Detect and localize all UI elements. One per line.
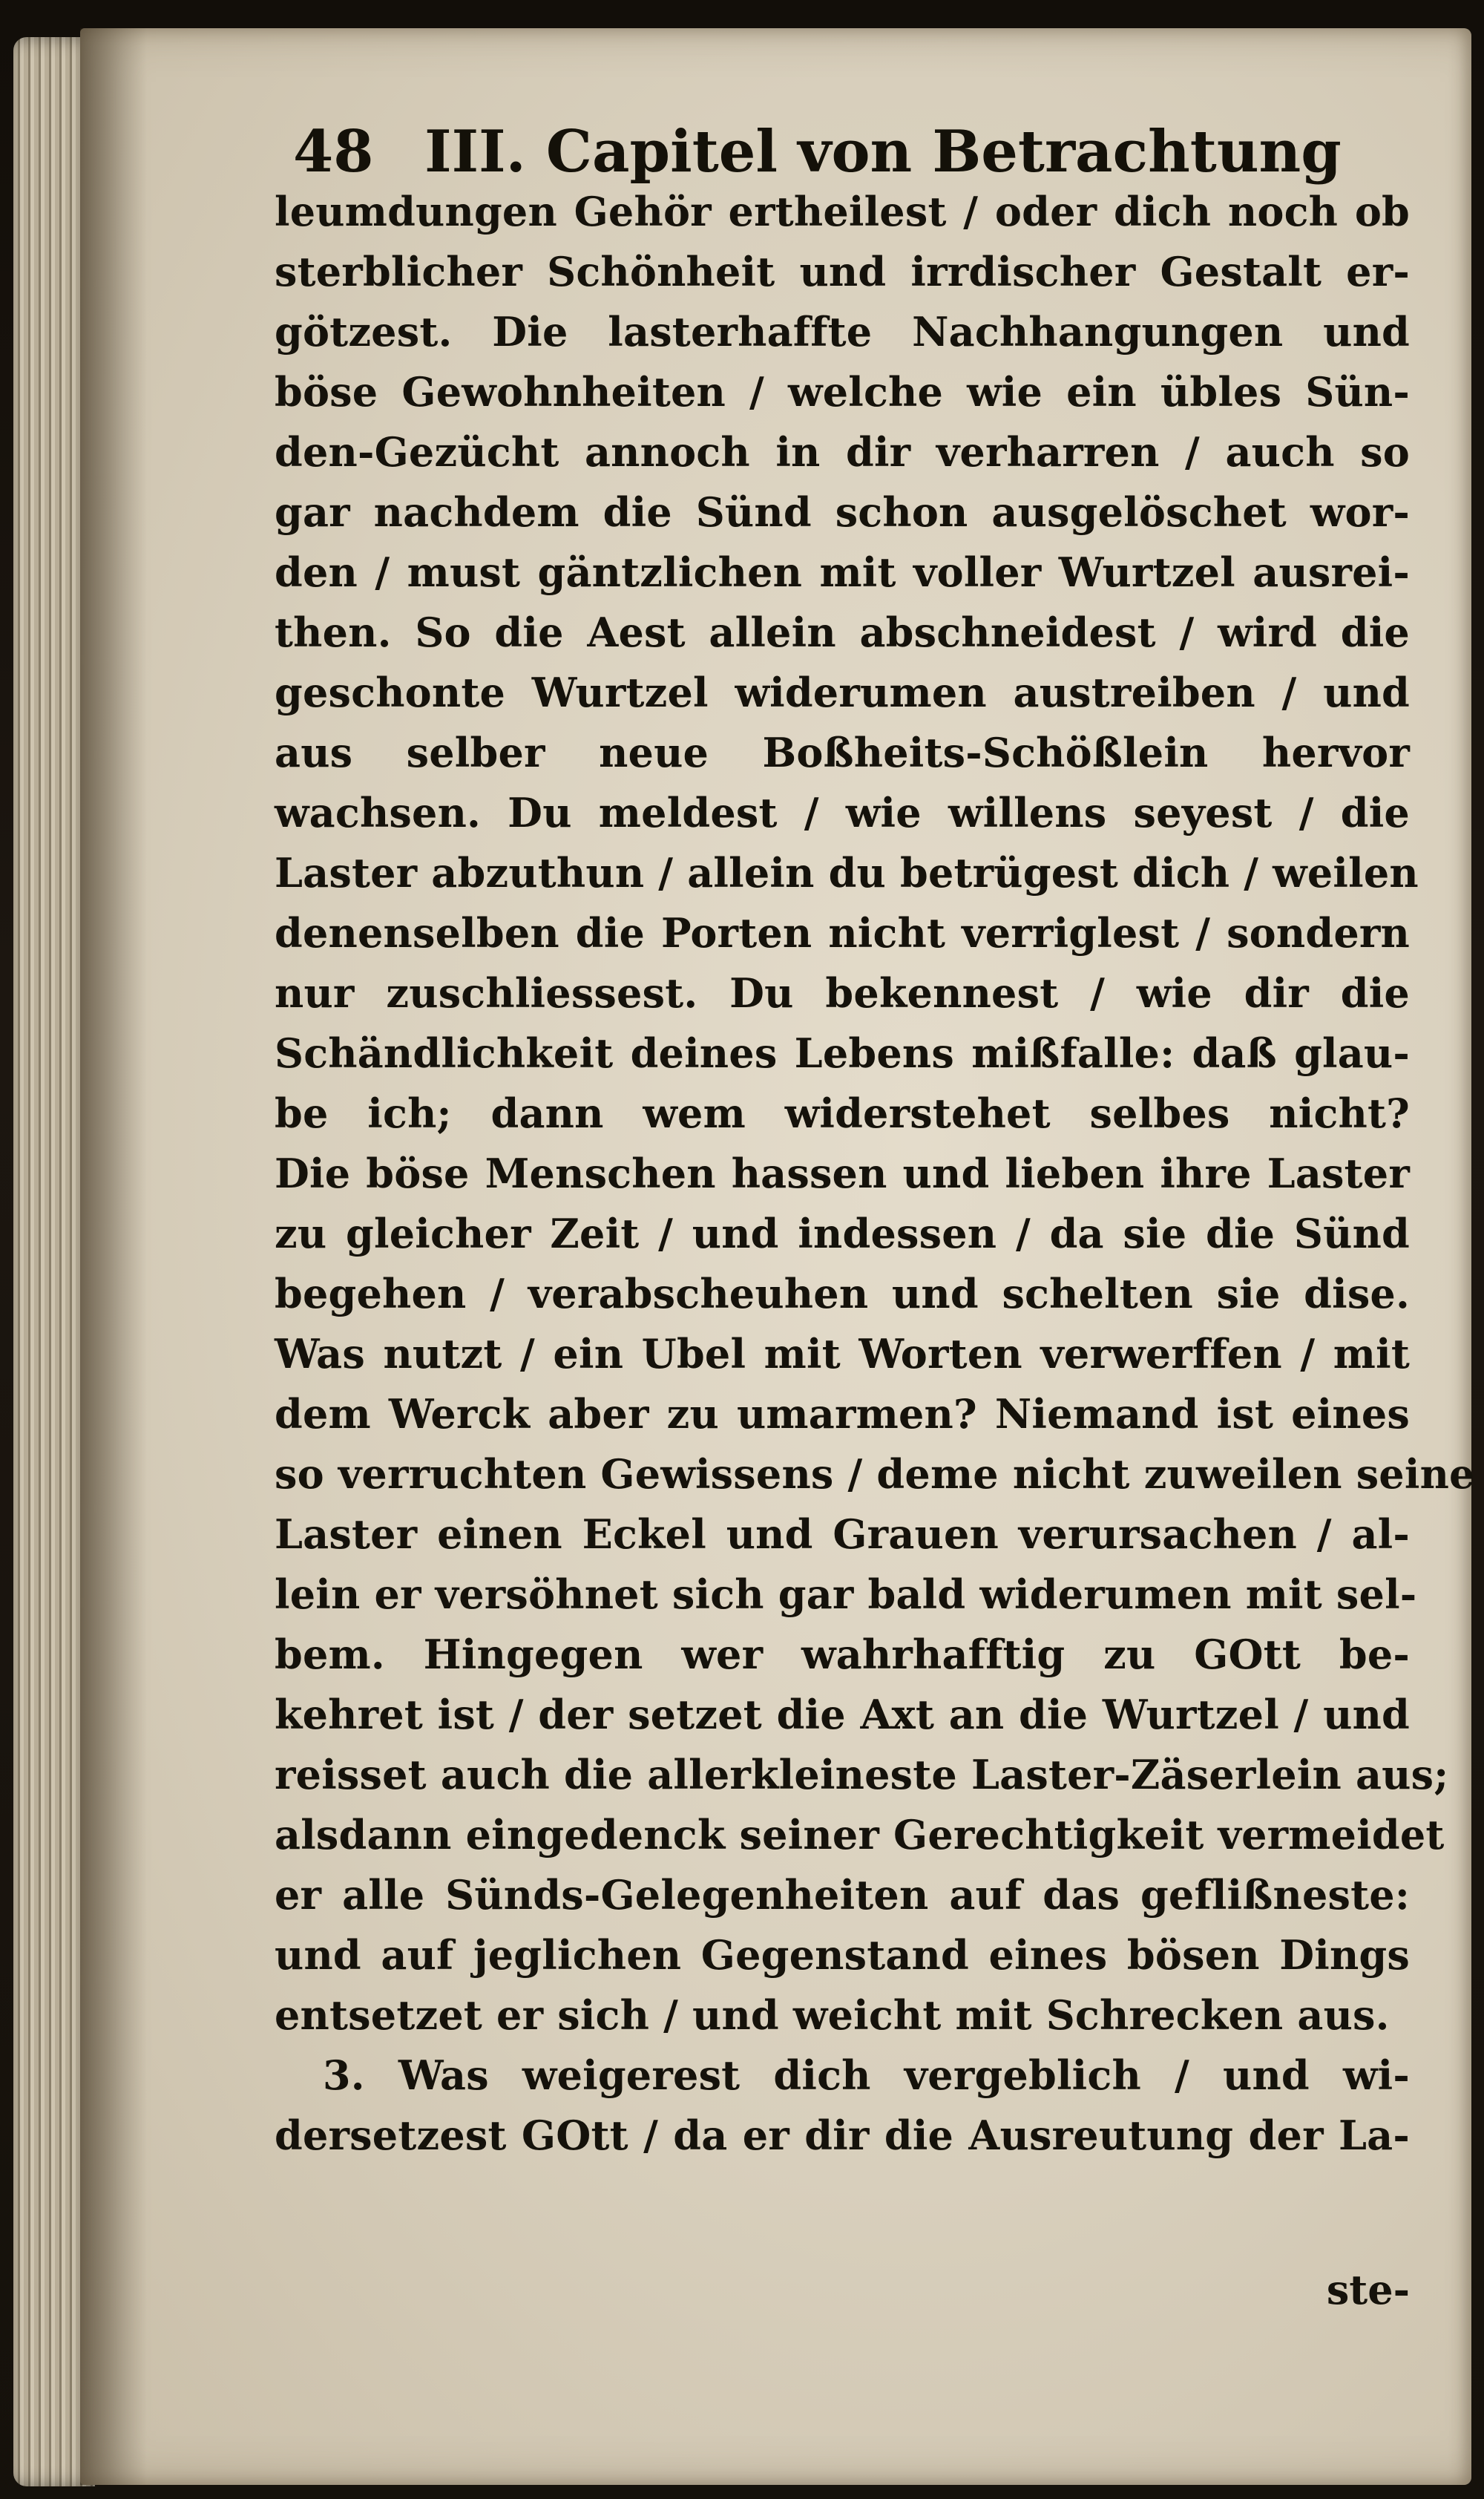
text-line: dersetzest GOtt / da er dir die Ausreutung der La- xyxy=(275,2112,1410,2159)
text-line: leumdungen Gehör ertheilest / oder dich noch ob xyxy=(275,188,1410,235)
page-header xyxy=(293,111,1342,193)
text-line: denenselben die Porten nicht verriglest / sondern xyxy=(275,909,1410,957)
text-line: wachsen. Du meldest / wie willens seyest / die xyxy=(275,789,1410,836)
page-number: 48 xyxy=(293,118,374,186)
text-line: Schändlichkeit deines Lebens mißfalle: daß glau- xyxy=(275,1029,1410,1077)
text-line: götzest. Die lasterhaffte Nachhangungen und xyxy=(275,308,1410,356)
text-line: lein er versöhnet sich gar bald widerumen mit sel- xyxy=(275,1571,1417,1618)
body-text xyxy=(275,182,1475,2166)
text-line: aus selber neue Boßheits-Schößlein hervor xyxy=(275,729,1410,776)
text-line: zu gleicher Zeit / und indessen / da sie die Sünd xyxy=(275,1210,1410,1257)
text-line: dem Werck aber zu umarmen? Niemand ist eines xyxy=(275,1390,1410,1438)
text-line: Die böse Menschen hassen und lieben ihre Laster xyxy=(275,1150,1410,1197)
running-head: III. Capitel von Betrachtung xyxy=(424,118,1342,186)
text-line: den-Gezücht annoch in dir verharren / auch so xyxy=(275,428,1410,476)
text-line: Laster einen Eckel und Grauen verursachen / al- xyxy=(275,1510,1410,1558)
text-line: reisset auch die allerkleineste Laster-Zäserlein aus; xyxy=(275,1751,1449,1798)
text-line: geschonte Wurtzel widerumen austreiben / und xyxy=(275,669,1410,716)
text-line: nur zuschliessest. Du bekennest / wie dir die xyxy=(275,969,1410,1017)
text-line: so verruchten Gewissens / deme nicht zuweilen seine xyxy=(275,1450,1475,1498)
text-line: alsdann eingedenck seiner Gerechtigkeit vermeidet xyxy=(275,1811,1445,1858)
catchword: ste- xyxy=(1326,2266,1410,2313)
text-line: er alle Sünds-Gelegenheiten auf das geflißneste: xyxy=(275,1871,1410,1919)
text-line: gar nachdem die Sünd schon ausgelöschet wor- xyxy=(275,488,1410,536)
paragraph-start-line: 3. Was weigerest dich vergeblich / und wi- xyxy=(323,2051,1410,2099)
text-line: den / must gäntzlichen mit voller Wurtzel ausrei- xyxy=(275,548,1410,596)
text-line: Laster abzuthun / allein du betrügest dich / weilen xyxy=(275,849,1419,897)
text-line: böse Gewohnheiten / welche wie ein übles Sün- xyxy=(275,368,1410,416)
text-line: sterblicher Schönheit und irrdischer Gestalt er- xyxy=(275,248,1410,295)
text-line: begehen / verabscheuhen und schelten sie dise. xyxy=(275,1270,1410,1317)
text-line: und auf jeglichen Gegenstand eines bösen Dings xyxy=(275,1931,1410,1979)
text-line: be ich; dann wem widerstehet selbes nicht? xyxy=(275,1090,1410,1137)
text-line: kehret ist / der setzet die Axt an die Wurtzel / und xyxy=(275,1691,1410,1738)
text-line: Was nutzt / ein Ubel mit Worten verwerffen / mit xyxy=(275,1330,1410,1378)
text-line: bem. Hingegen wer wahrhafftig zu GOtt be- xyxy=(275,1631,1410,1678)
text-line: entsetzet er sich / und weicht mit Schrecken aus. xyxy=(275,1991,1390,2039)
text-line: then. So die Aest allein abschneidest / wird die xyxy=(275,609,1410,656)
